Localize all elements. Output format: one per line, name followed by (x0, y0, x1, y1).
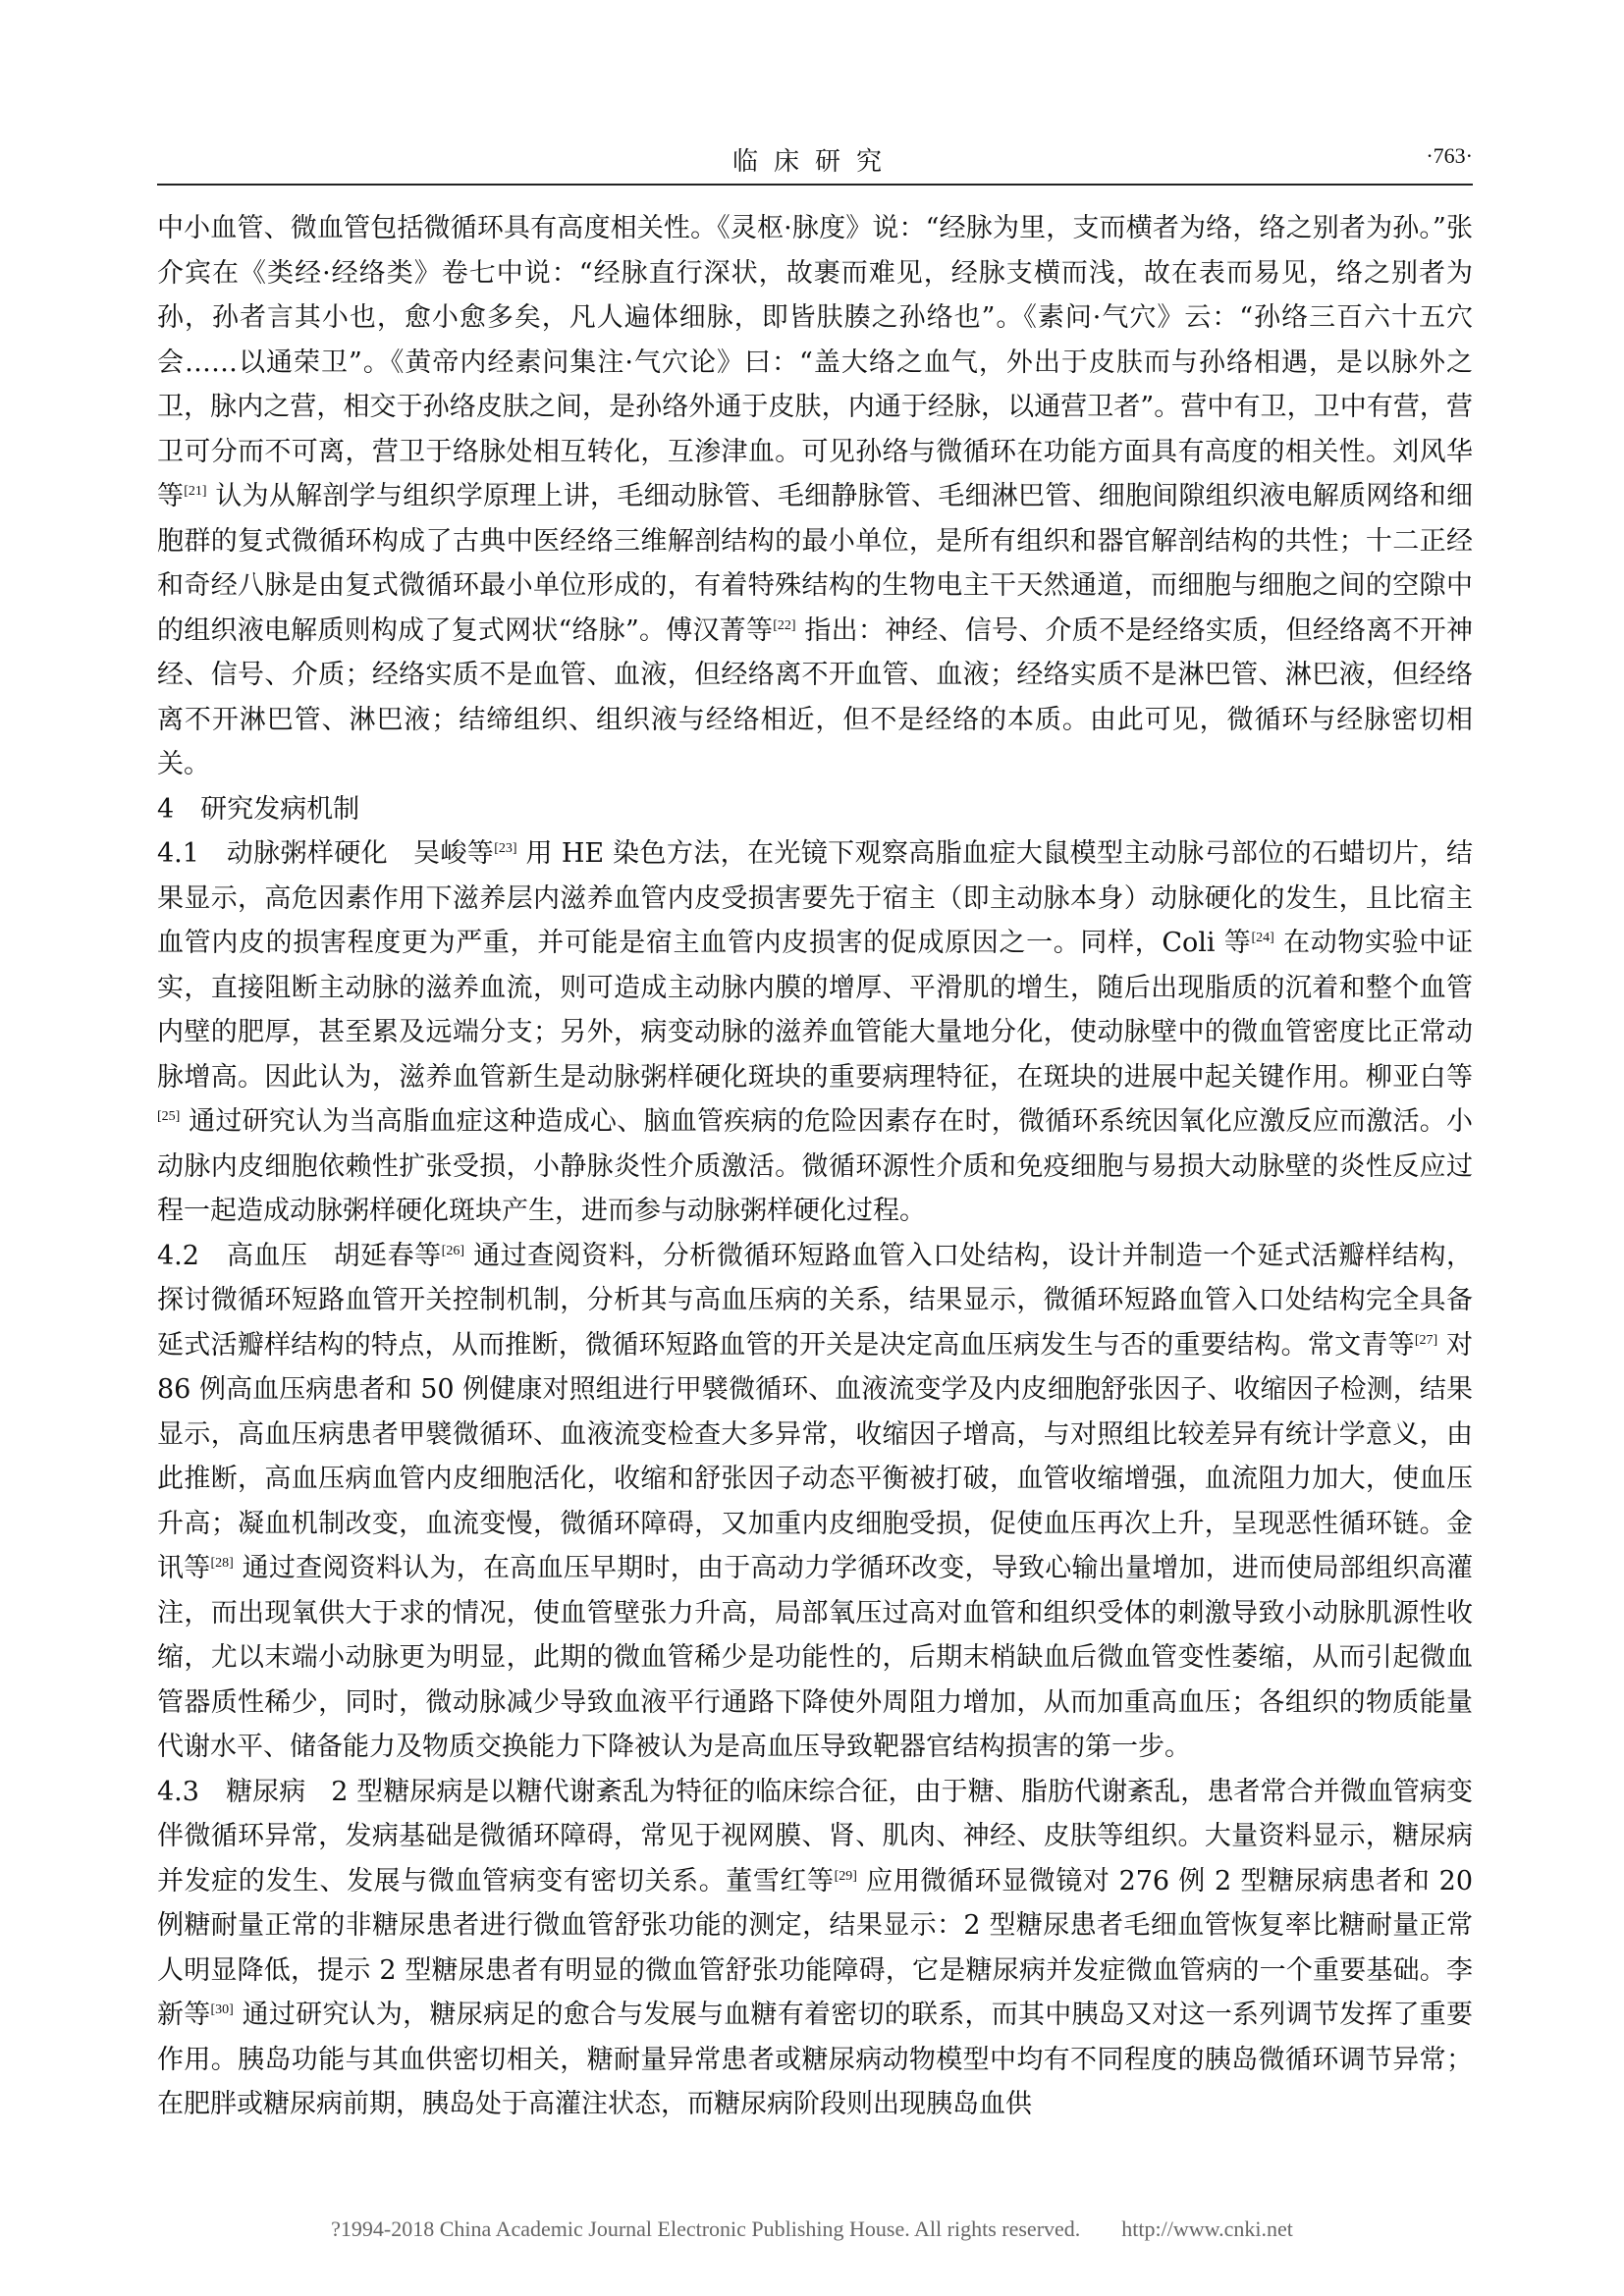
subsection-4-3: 4.3 糖尿病 2 型糖尿病是以糖代谢紊乱为特征的临床综合征，由于糖、脂肪代谢紊乱，患者常合并微血管病变伴微循环异常，发病基础是微循环障碍，常见于视网膜、肾、肌肉、神经、皮肤等组织。大量资料显示，糖尿病并发症的发生、发展与微血管病变有密切关系。董雪红等[29] 应用微循环显微镜对 276 例 2 型糖尿病患者和 20 例糖耐量正常的非糖尿患者进行微血管舒张功能的测定，结果显示：2 型糖尿患者毛细血管恢复率比糖耐量正常人明显降低，提示 2 型糖尿患者有明显的微血管舒张功能障碍，它是糖尿病并发症微血管病的一个重要基础。李新等[30] 通过研究认为，糖尿病足的愈合与发展与血糖有着密切的联系，而其中胰岛又对这一系列调节发挥了重要作用。胰岛功能与其血供密切相关，糖耐量异常患者或糖尿病动物模型中均有不同程度的胰岛微循环调节异常；在肥胖或糖尿病前期，胰岛处于高灌注状态，而糖尿病阶段则出现胰岛血供 (157, 1776, 1473, 2119)
subsection-heading-4-1: 4.1 动脉粥样硬化 (157, 838, 389, 869)
subsection-4-1: 4.1 动脉粥样硬化 吴峻等[23] 用 HE 染色方法，在光镜下观察高脂血症大鼠模型主动脉弓部位的石蜡切片，结果显示，高危因素作用下滋养层内滋养血管内皮受损害要先于宿主（即主动脉本身）动脉硬化的发生，且比宿主血管内皮的损害程度更为严重，并可能是宿主血管内皮损害的促成原因之一。同样，Coli 等[24] 在动物实验中证实，直接阻断主动脉的滋养血流，则可造成主动脉内膜的增厚、平滑肌的增生，随后出现脂质的沉着和整个血管内壁的肥厚，甚至累及远端分支；另外，病变动脉的滋养血管能大量地分化，使动脉壁中的微血管密度比正常动脉增高。因此认为，滋养血管新生是动脉粥样硬化斑块的重要病理特征，在斑块的进展中起关键作用。柳亚白等[25] 通过研究认为当高脂血症这种造成心、脑血管疾病的危险因素存在时，微循环系统因氧化应激反应而激活。小动脉内皮细胞依赖性扩张受损，小静脉炎性介质激活。微循环源性介质和免疫细胞与易损大动脉壁的炎性反应过程一起造成动脉粥样硬化斑块产生，进而参与动脉粥样硬化过程。 (157, 838, 1473, 1226)
running-header-title: 临床研究 (731, 147, 897, 177)
citation-29: [29] (834, 1868, 857, 1884)
page-number: ·763· (1426, 143, 1473, 168)
citation-27: [27] (1414, 1332, 1438, 1348)
subsection-heading-4-2: 4.2 高血压 (157, 1240, 308, 1271)
citation-30: [30] (210, 2002, 234, 2017)
article-body (157, 206, 1473, 2127)
citation-24: [24] (1251, 931, 1274, 945)
copyright-footer (0, 2216, 1624, 2242)
page-header (157, 133, 1473, 183)
citation-23: [23] (494, 841, 517, 856)
header-rule (157, 184, 1473, 186)
footer-url: http://www.cnki.net (1121, 2216, 1293, 2241)
subsection-heading-4-3: 4.3 糖尿病 (157, 1776, 306, 1807)
citation-22: [22] (773, 617, 796, 633)
subsection-4-2: 4.2 高血压 胡延春等[26] 通过查阅资料，分析微循环短路血管入口处结构，设计并制造一个延式活瓣样结构，探讨微循环短路血管开关控制机制，分析其与高血压病的关系，结果显示，微循环短路血管入口处结构完全具备延式活瓣样结构的特点，从而推断，微循环短路血管的开关是决定高血压病发生与否的重要结构。常文青等[27] 对 86 例高血压病患者和 50 例健康对照组进行甲襞微循环、血液流变学及内皮细胞舒张因子、收缩因子检测，结果显示，高血压病患者甲襞微循环、血液流变检查大多异常，收缩因子增高，与对照组比较差异有统计学意义，由此推断，高血压病血管内皮细胞活化，收缩和舒张因子动态平衡被打破，血管收缩增强，血流阻力加大，使血压升高；凝血机制改变，血流变慢，微循环障碍，又加重内皮细胞受损，促使血压再次上升，呈现恶性循环链。金讯等[28] 通过查阅资料认为，在高血压早期时，由于高动力学循环改变，导致心输出量增加，进而使局部组织高灌注，而出现氧供大于求的情况，使血管壁张力升高，局部氧压过高对血管和组织受体的刺激导致小动脉肌源性收缩，尤以末端小动脉更为明显，此期的微血管稀少是功能性的，后期末梢缺血后微血管变性萎缩，从而引起微血管器质性稀少，同时，微动脉减少导致血液平行通路下降使外周阻力增加，从而加重高血压；各组织的物质能量代谢水平、储备能力及物质交换能力下降被认为是高血压导致靶器官结构损害的第一步。 (157, 1240, 1473, 1762)
citation-21: [21] (184, 484, 207, 499)
citation-28: [28] (210, 1556, 234, 1571)
citation-26: [26] (441, 1243, 464, 1258)
section-heading-4: 4 研究发病机制 (157, 793, 360, 825)
copyright-notice: ?1994-2018 China Academic Journal Electronic Publishing House. All rights reserved. (331, 2216, 1081, 2241)
paragraph-meridian-microcirculation: 中小血管、微血管包括微循环具有高度相关性。《灵枢·脉度》说：“经脉为里，支而横者为络，络之别者为孙。”张介宾在《类经·经络类》卷七中说：“经脉直行深状，故裹而难见，经脉支横而浅，故在表而易见，络之别者为孙，孙者言其小也，愈小愈多矣，凡人遍体细脉，即皆肤腠之孙络也”。《素问·气穴》云：“孙络三百六十五穴会……以通荣卫”。《黄帝内经素问集注·气穴论》曰：“盖大络之血气，外出于皮肤而与孙络相遇，是以脉外之卫，脉内之营，相交于孙络皮肤之间，是孙络外通于皮肤，内通于经脉，以通营卫者”。营中有卫，卫中有营，营卫可分而不可离，营卫于络脉处相互转化，互渗津血。可见孙络与微循环在功能方面具有高度的相关性。刘风华等[21] 认为从解剖学与组织学原理上讲，毛细动脉管、毛细静脉管、毛细淋巴管、细胞间隙组织液电解质网络和细胞群的复式微循环构成了古典中医经络三维解剖结构的最小单位，是所有组织和器官解剖结构的共性；十二正经和奇经八脉是由复式微循环最小单位形成的，有着特殊结构的生物电主干天然通道，而细胞与细胞之间的空隙中的组织液电解质则构成了复式网状“络脉”。傅汉菁等[22] 指出：神经、信号、介质不是经络实质，但经络离不开神经、信号、介质；经络实质不是血管、血液，但经络离不开血管、血液；经络实质不是淋巴管、淋巴液，但经络离不开淋巴管、淋巴液；结缔组织、组织液与经络相近，但不是经络的本质。由此可见，微循环与经脉密切相关。 (157, 213, 1474, 779)
citation-25: [25] (157, 1109, 181, 1124)
